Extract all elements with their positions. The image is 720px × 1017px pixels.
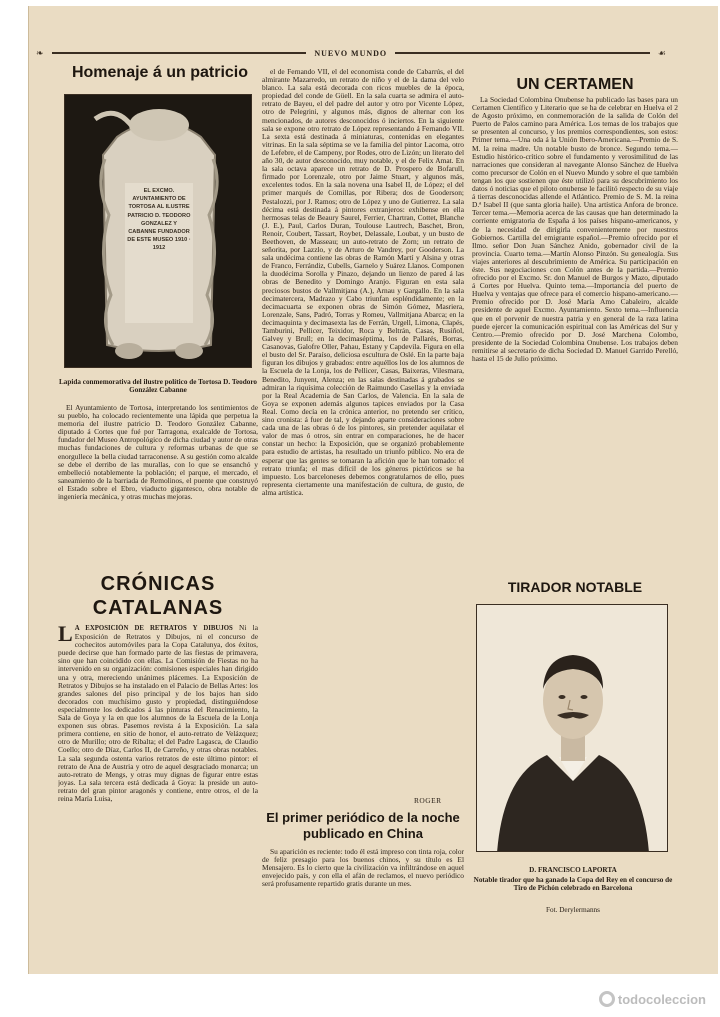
certamen-body xyxy=(472,96,678,578)
column-two-paragraph: el de Fernando VII, el del economista conde de Cabarrús, el del almirante Mazarredo, un retrato de niño y el de la dama del velo blanco. La sala está decorada con ricos muebles de la época, propiedad del conde de Güell. En la sala cuarta se admira el auto-retrato de Bayeu, el del padre del autor y otro por Vicente López, otro de Pelegrini, y algunos más, dignos de alternar con los mencionados, de autores desconocidos ó inciertos. En la siguiente sala se expone otro retrato de López representando á Fernando VII. La sexta está destinada á miniaturas, contenidas en elegantes vitrinas. En la sala séptima se ve la familia del pintor Lacoma, otro de Lefebre, el de Campeny, por Rodes, otro de Lizón; un literato del año 30, de autor desconocido, muy notable, y el de Felix Amat. En la sala octava aparece un retrato de D. Prospero de Bofarull, firmado por Lorenzale, otro por Jaime Stuart, y algunos más, excelentes todos. En la sala novena una Isabel II, de López; el del primer marqués de Comillas, por Ribera; dos de Gooderson; Pestalozzi, por J. Ramos; otro de López y uno de Gutierrez. La sala décima está destinada á pintores extranjeros: exhibense en ella hermosas telas de Beaury Saurel, Ferrier, Chartran, Cottet, Blanche (J. E.), Paul, Carlos Duran, Toulouse Lautrech, Baschet, Bron, Renoir, Coubert, Tassart, Roybet, Delassale, Loubat, y un busto de Beethoven, de Masseau; un auto-retrato de Zorn; un retrato de señorita, por Lazzlo, y de Arturo de Vandrey, por Gooderson. La sala undécima contiene las obras de Ramón Martí y Alsina y otras de Franco, Ferrándiz, Cubells, Garnelo y Suárez Llanos. Componen la duodécima Sorolla y Pinazo, dejando un lienzo de pared á las obras de Benedito y Domingo Aranjo. Figuran en esta sala preciosos bustos de Vallmitjana (A.), Arnau y Gargallo. En la sala decimatercera, Madrazo y Cabo triunfan espléndidamente; en la decimacuarta se exponen obras de Simón Gómez, Masriera, Lorenzale, Sans, Padró, Torras y Romeu, Vallmitjana Abarca; en la decimaquinta y decimasexta las de Ferrán, Urgell, Limona, Clapés, Tamburini, Pellicer, Teixidor, Roca y Beltrán, Casas, Rusiñol, Galvey y Brull; en la decimaséptima, los de Pallarés, Borras, Casanovas, Galofre Oller, Pahau, Estany y Capdevila. Figura en ella el busto del Sr. Paraíso, deliciosa escultura de Oslé. En la parte baja figuran los dibujos y grabados: entre aquéllos los de los alumnos de la Escuela de la Lonja, los de Pellicer, Casas, Baixeras, Vilesmara, Benedito, Junyent, Alenza; en las salas destinadas á grabados se admiran la riquísima colección de Raimundo Casellas y la enviada por la Real Academia de San Carlos, de Valencia. En la sala de Goya se exponen además algunos tapices enviados por la Casa Real. Como decía en la crónica anterior, no pretendo ser crítico, sino cronista: á fuer de tal, y dejando aparte consideraciones sobre cada una de las obras ó de los pintores, sin pretender aquilatar el valor de mas ó otros, sin entrar en comparaciones, he de hacer constar un hecho: la Exposición, que se organizó probablemente para estudio de artistas, ha resultado un triunfo público. No era de esperar que las gentes se tomaran la afición que le han tomado: el retrato triunfa; el mas difícil de los géneros pictóricos se ha impuesto. Los barceloneses debemos congratularnos de ello, pues representa ciertamente una manifestación de cultura, de gusto, de alma artística. xyxy=(262,68,464,497)
watermark-text: todocoleccion xyxy=(617,991,706,1007)
cronicas-lead: A EXPOSICIÓN DE RETRATOS Y DIBUJOS xyxy=(74,625,233,632)
cronicas-paragraph: Ni la Exposición de Retratos y Dibujos, ni el concurso de cochecitos automóviles para la Copa Catalunya, dos éxitos, puede decirse que han formado parte de las fiestas de primavera, sino que han coincidido con ellas. La Comisión de Fiestas no ha intervenido en su organización: comisiones especiales han dirigido una y otra, mereciendo unánimes plácemes. La Exposición de Retratos y Dibujos se ha instalado en el Palacio de Bellas Artes: los grandes salones del piso principal y de los bajos han sido decorados con muchísimo gusto y propiedad, distinguiéndose especialmente los dedicados á las pinturas del Renacimiento, la Sala de Goya y la en que los alumnos de la Escuela de la Lonja exponen sus obras. Pasemos revista á la Exposición. La sala primera contiene, en sitio de honor, el auto-retrato de Velázquez; otro de Murillo; otro de Ribalta; el del Padre Lagasca, de Claudio Coello; otro de Díaz, Carlos II, de Carreño, y otras obras notables. La sala segunda ostenta varios retratos de este último pintor: el retrato de Ana de Austria y otro de aquel desgraciado monarca; un auto-retrato de Mengs, y otras muy dignas de figurar entre estas joyas. La sala tercera está dedicada á Goya: la preside un auto-retrato del gran pintor aragonés y contiene, entre otros, el de la reina María Luisa, xyxy=(58,624,258,803)
certamen-heading: UN CERTAMEN xyxy=(516,76,634,93)
periodico-paragraph: Su aparición es reciente: todo él está impreso con tinta roja, color de feliz presagio para los buenos chinos, y su título es El Mensajero. Es lo cierto que la civilización va infiltrándose en aquel envejecido país, y con ella el afán de reclamos, el nuevo periódico será profusamente repartido gratis durante un mes. xyxy=(262,848,464,889)
tirador-heading: TIRADOR NOTABLE xyxy=(507,579,643,595)
plaque-photo xyxy=(64,94,252,368)
masthead xyxy=(36,44,666,62)
author-signature: ROGER xyxy=(414,796,442,805)
watermark xyxy=(599,991,706,1007)
masthead-rule-left xyxy=(52,52,307,54)
homenaje-paragraph: El Ayuntamiento de Tortosa, interpretando los sentimientos de su pueblo, ha colocado recientemente una lápida que perpetua la memoria del ilustre patricio D. Teodoro González Cabanne, diputado á Cortes que fué por Tarragona, exalcalde de Tortosa, fundador del Museo Antropológico de dicha ciudad y autor de otras muchas fundaciones de cultura y reformas urbanas de que se enorgullece la bella ciudad tarraconense. A su gestión como alcalde se debe el derribo de las murallas, con lo que se ensanchó y embelleció notablemente la población; el parque, el mercado, el saneamiento de la barriada de Remolinos, el puente que construyó el Estado sobre el Ebro, viaducto gigantesco, obra notable de ingeniería mecánica, y otras muchas mejoras. xyxy=(58,404,258,502)
portrait-photo xyxy=(476,604,668,852)
ornament-left-icon: ❧ xyxy=(36,47,44,58)
certamen-paragraph: La Sociedad Colombina Onubense ha publicado las bases para un Certamen Científico y Literario que se ha de celebrar en Huelva el 2 de Agosto próximo, en conmemoración de la salida de Colón del Puerto de Palos camino para América. Los temas de los trabajos que se presenten al concurso, y los premios correspondientes, son estos: Primer tema.—Una oda á la Unión Ibero-Americana.—Premio de S. M. la reina madre. Un notable busto de bronce. Segundo tema.—Estudio histórico-crítico sobre el fundamento y verosimilitud de las narraciones que consideran al navegante Alonso Sánchez de Huelva como precursor de Colón en el Nuevo Mundo y sobre el que también tengan los que sostienen que éste utilizó para su descubrimiento los datos ó noticias que el piloto onubense le facilitó respecto de su viaje á tierras desconocidas allende el Atlántico. Premio de S. M. la reina D.ª Isabel II (que santa gloria haile). Una artística Anfora de bronce. Tercer tema.—Memoria acerca de las causas que han determinado la corriente emigratoria de España á los países hispano-americanos, y de la necesidad de dirigirla convenientemente por nuestros Gobiernos. Cartilla del emigrante español.—Premio ofrecido por el Ilmo. señor Don Juan Sánchez Anido, gobernador civil de la provincia. Cuarto tema.—Martín Alonso Pinzón. Su genealogía. Sus viajes anteriores al descubrimiento de América. Su participación en éste. Sus negociaciones con Colón antes de la partida.—Premio ofrecido por el Excmo. Sr. don Manuel de Burgos y Mazo, diputado á Cortes por Huelva. Quinto tema.—Importancia del puerto de Huelva y ventajas que ofrece para el comercio hispano-americano.—Premio ofrecido por D. José María Amo Cabaleiro, alcalde presidente de aquel Excmo. Ayuntamiento. Sexto tema.—Influencia que en el porvenir de nuestra patria y en general de la raza latina puede ejercer la comunicación espiritual con las Américas del Sur y Centro.—Premio ofrecido por D. José Marchena Colombo, presidente de la Sociedad Colombina Onubense. Los trabajos deben remitirse al secretario de dicha Sociedad D. Manuel Garrido Perelló, hasta el 15 de Julio próximo. xyxy=(472,96,678,363)
masthead-rule-right xyxy=(395,52,650,54)
portrait-name: D. FRANCISCO LAPORTA xyxy=(529,866,617,874)
homenaje-heading: Homenaje á un patricio xyxy=(71,64,249,81)
periodico-heading: El primer periódico de la noche publicado en China xyxy=(266,810,460,841)
periodico-body xyxy=(262,848,464,914)
plaque-inscription: EL EXCMO. AYUNTAMIENTO DE TORTOSA AL ILUSTRE PATRICIO D. TEODORO GONZALEZ Y CABANNE FUNDADOR DE ESTE MUSEO 1910 · 1912 xyxy=(127,188,191,252)
portrait-illustration xyxy=(477,605,668,852)
column-two-body xyxy=(262,68,464,796)
cronicas-body xyxy=(58,624,258,924)
dropcap-letter: L xyxy=(58,624,73,646)
ornament-right-icon: ☙ xyxy=(657,47,666,58)
plaque-caption: Lapida conmemorativa del ilustre político de Tortosa D. Teodoro González Cabanne xyxy=(59,378,257,395)
photo-credit: Fot. Derylermanns xyxy=(546,906,600,914)
portrait-caption: Notable tirador que ha ganado la Copa del Rey en el concurso de Tiro de Pichón celebrado en Barcelona xyxy=(473,876,673,893)
homenaje-body xyxy=(58,404,258,566)
watermark-logo-icon xyxy=(599,991,615,1007)
cronicas-heading: CRÓNICAS CATALANAS xyxy=(92,573,224,619)
masthead-title: NUEVO MUNDO xyxy=(314,48,388,58)
